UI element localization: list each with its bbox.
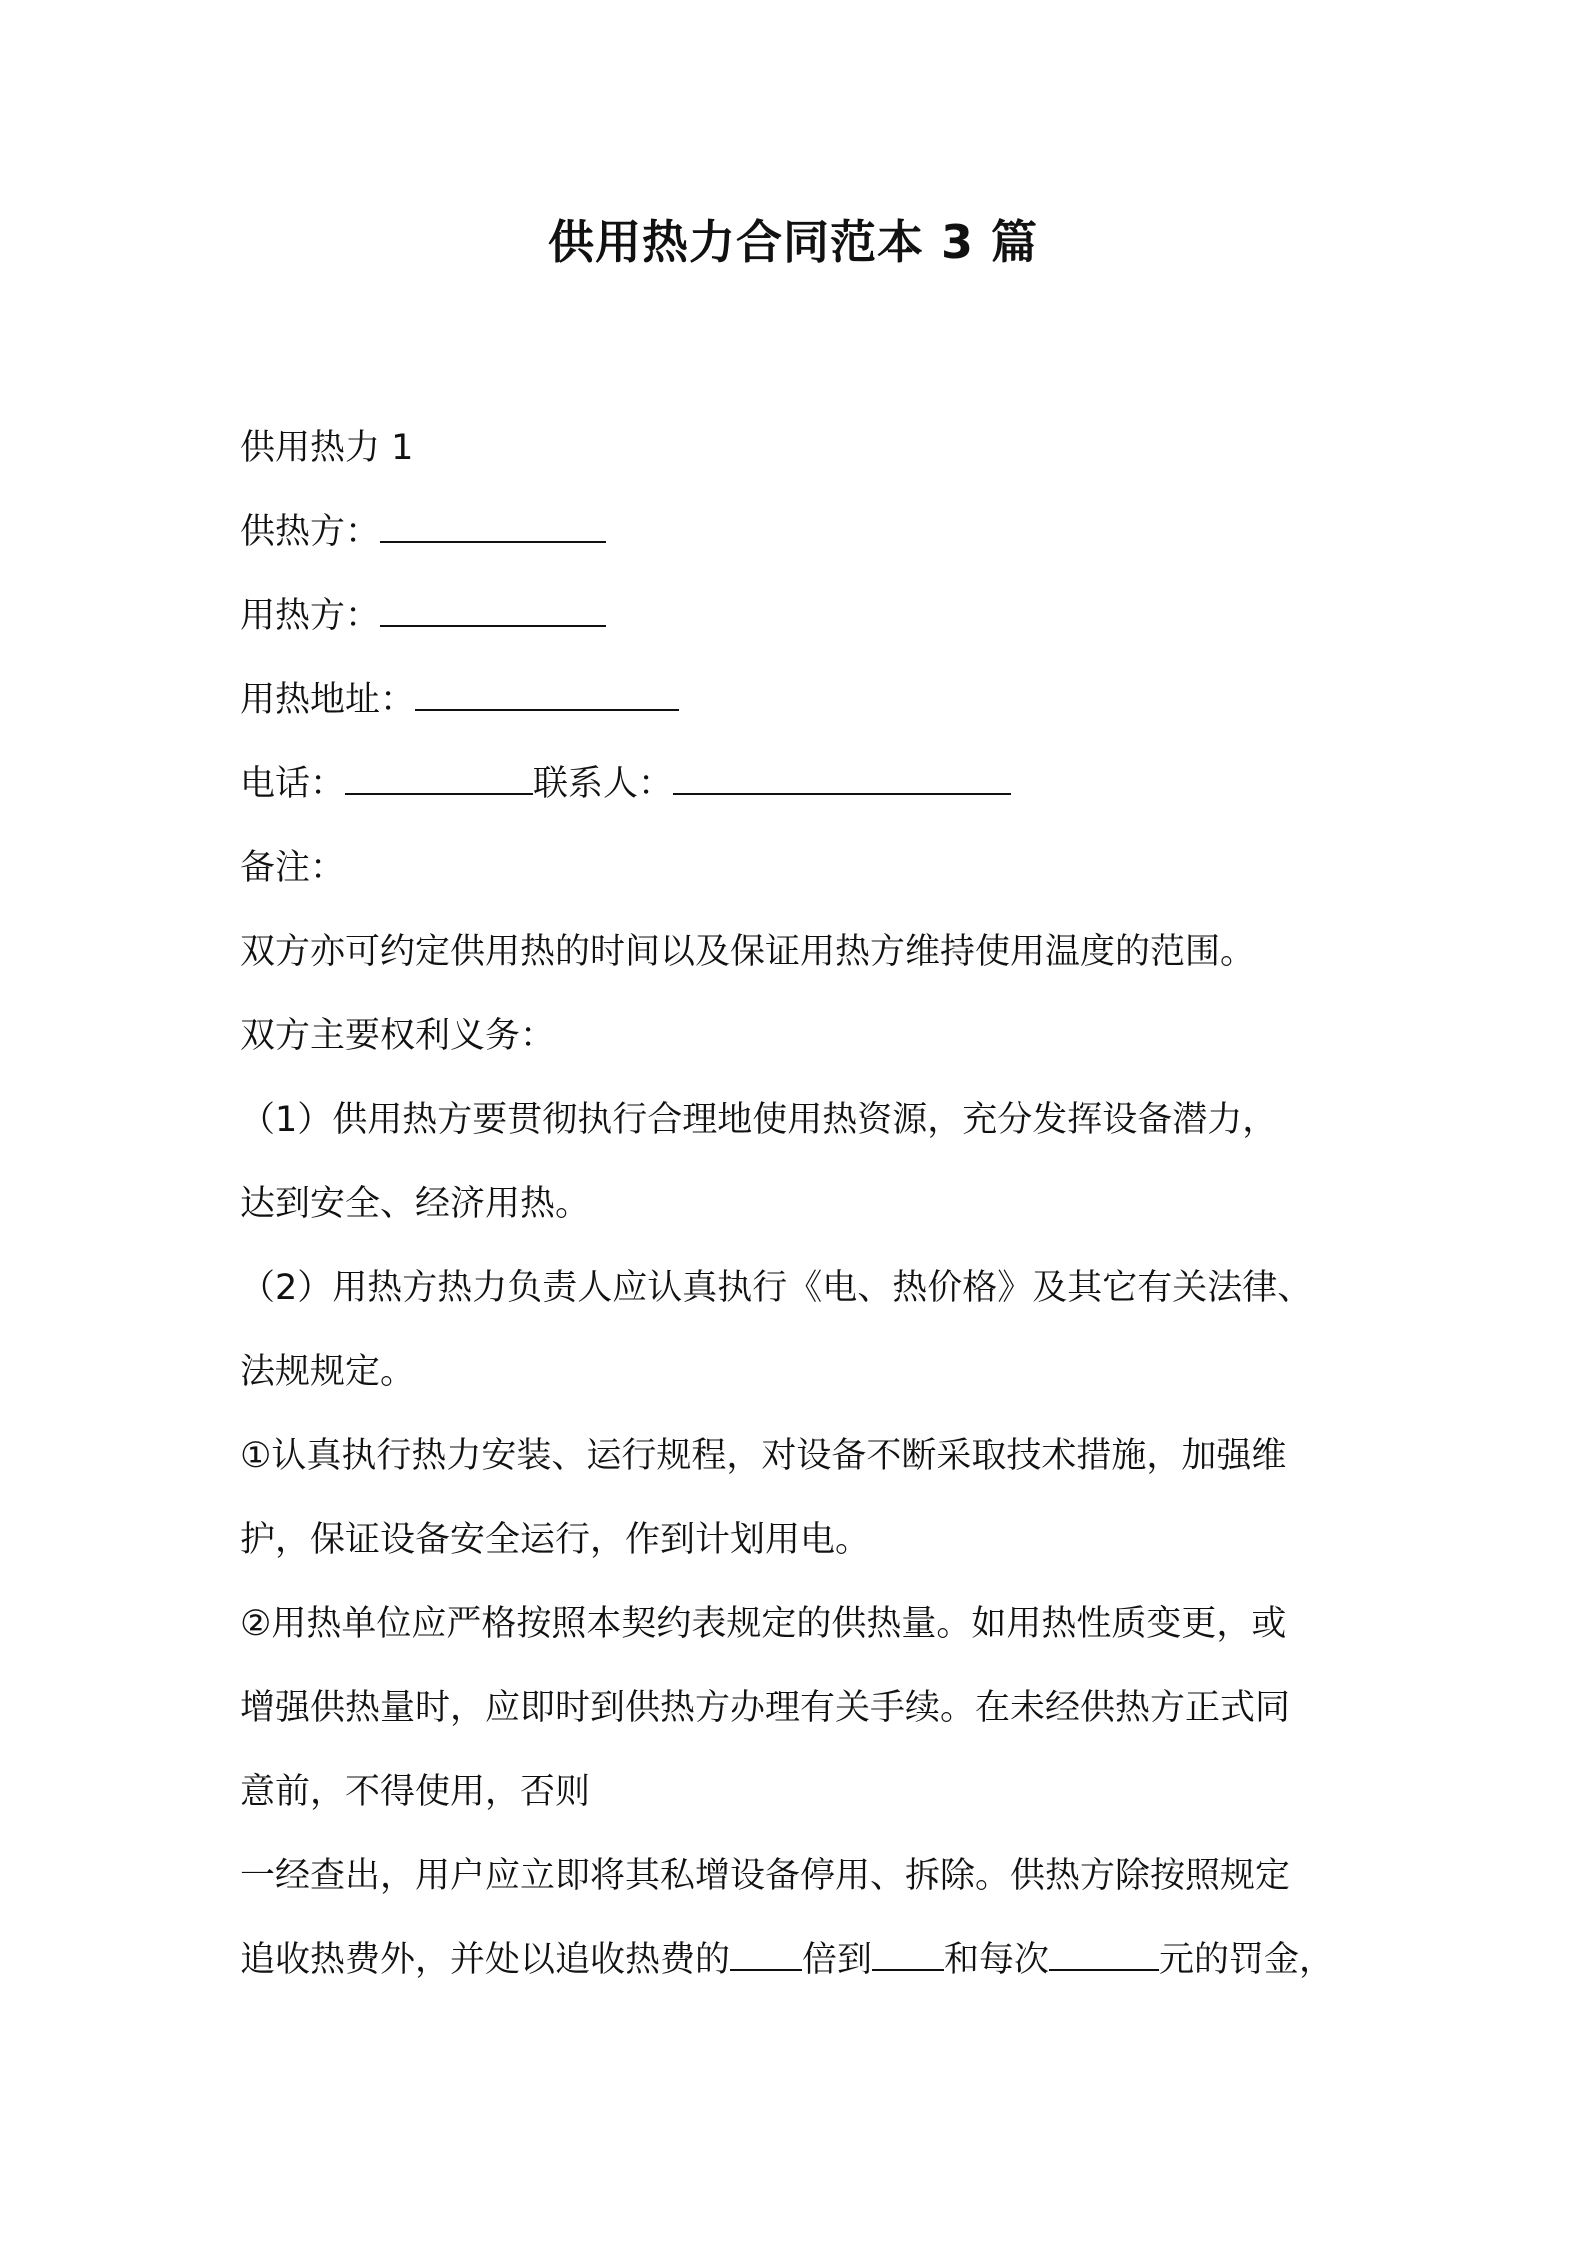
paragraph-5-line-2: 护，保证设备安全运行，作到计划用电。 (240, 1520, 871, 1560)
multiple-to-blank (872, 1935, 944, 1971)
document-body (240, 406, 1368, 2002)
address-blank (415, 675, 679, 711)
user-label: 用热方： (240, 596, 381, 636)
section-heading: 供用热力 1 (240, 428, 414, 468)
paragraph-5-line-1: ①认真执行热力安装、运行规程，对设备不断采取技术措施，加强维 (240, 1436, 1287, 1476)
penalty-text-c: 和每次 (944, 1940, 1050, 1980)
user-blank (380, 591, 606, 627)
remarks-label: 备注： (240, 848, 346, 888)
phone-label: 电话： (240, 764, 346, 804)
paragraph-6-line-1: ②用热单位应严格按照本契约表规定的供热量。如用热性质变更，或 (240, 1604, 1287, 1644)
paragraph-1: 双方亦可约定供用热的时间以及保证用热方维持使用温度的范围。 (240, 932, 1256, 972)
user-row (240, 574, 1368, 658)
paragraph-4-line-1: （2）用热方热力负责人应认真执行《电、热价格》及其它有关法律、 (240, 1268, 1313, 1308)
paragraph-7-line-2 (240, 1918, 1368, 2002)
penalty-text-a: 追收热费外，并处以追收热费的 (240, 1940, 731, 1980)
paragraph-2: 双方主要权利义务： (240, 1016, 556, 1056)
paragraph-7-line-1: 一经查出，用户应立即将其私增设备停用、拆除。供热方除按照规定 (240, 1856, 1291, 1896)
supplier-label: 供热方： (240, 512, 381, 552)
paragraph-4-line-2: 法规规定。 (240, 1352, 416, 1392)
paragraph-3-line-1: （1）供用热方要贯彻执行合理地使用热资源，充分发挥设备潜力， (240, 1100, 1278, 1140)
supplier-blank (380, 507, 606, 543)
penalty-text-b: 倍到 (802, 1940, 873, 1980)
contact-label: 联系人： (533, 764, 674, 804)
phone-blank (345, 759, 533, 795)
paragraph-6-line-2: 增强供热量时，应即时到供热方办理有关手续。在未经供热方正式同 (240, 1688, 1291, 1728)
paragraph-6-line-3: 意前，不得使用，否则 (240, 1772, 591, 1812)
contact-blank (673, 759, 1011, 795)
address-label: 用热地址： (240, 680, 416, 720)
address-row (240, 658, 1368, 742)
phone-contact-row (240, 742, 1368, 826)
penalty-text-d: 元的罚金， (1159, 1940, 1335, 1980)
supplier-row (240, 490, 1368, 574)
fine-amount-blank (1049, 1935, 1159, 1971)
multiple-from-blank (730, 1935, 802, 1971)
document-title: 供用热力合同范本 3 篇 (547, 215, 1039, 269)
paragraph-3-line-2: 达到安全、经济用热。 (240, 1184, 591, 1224)
